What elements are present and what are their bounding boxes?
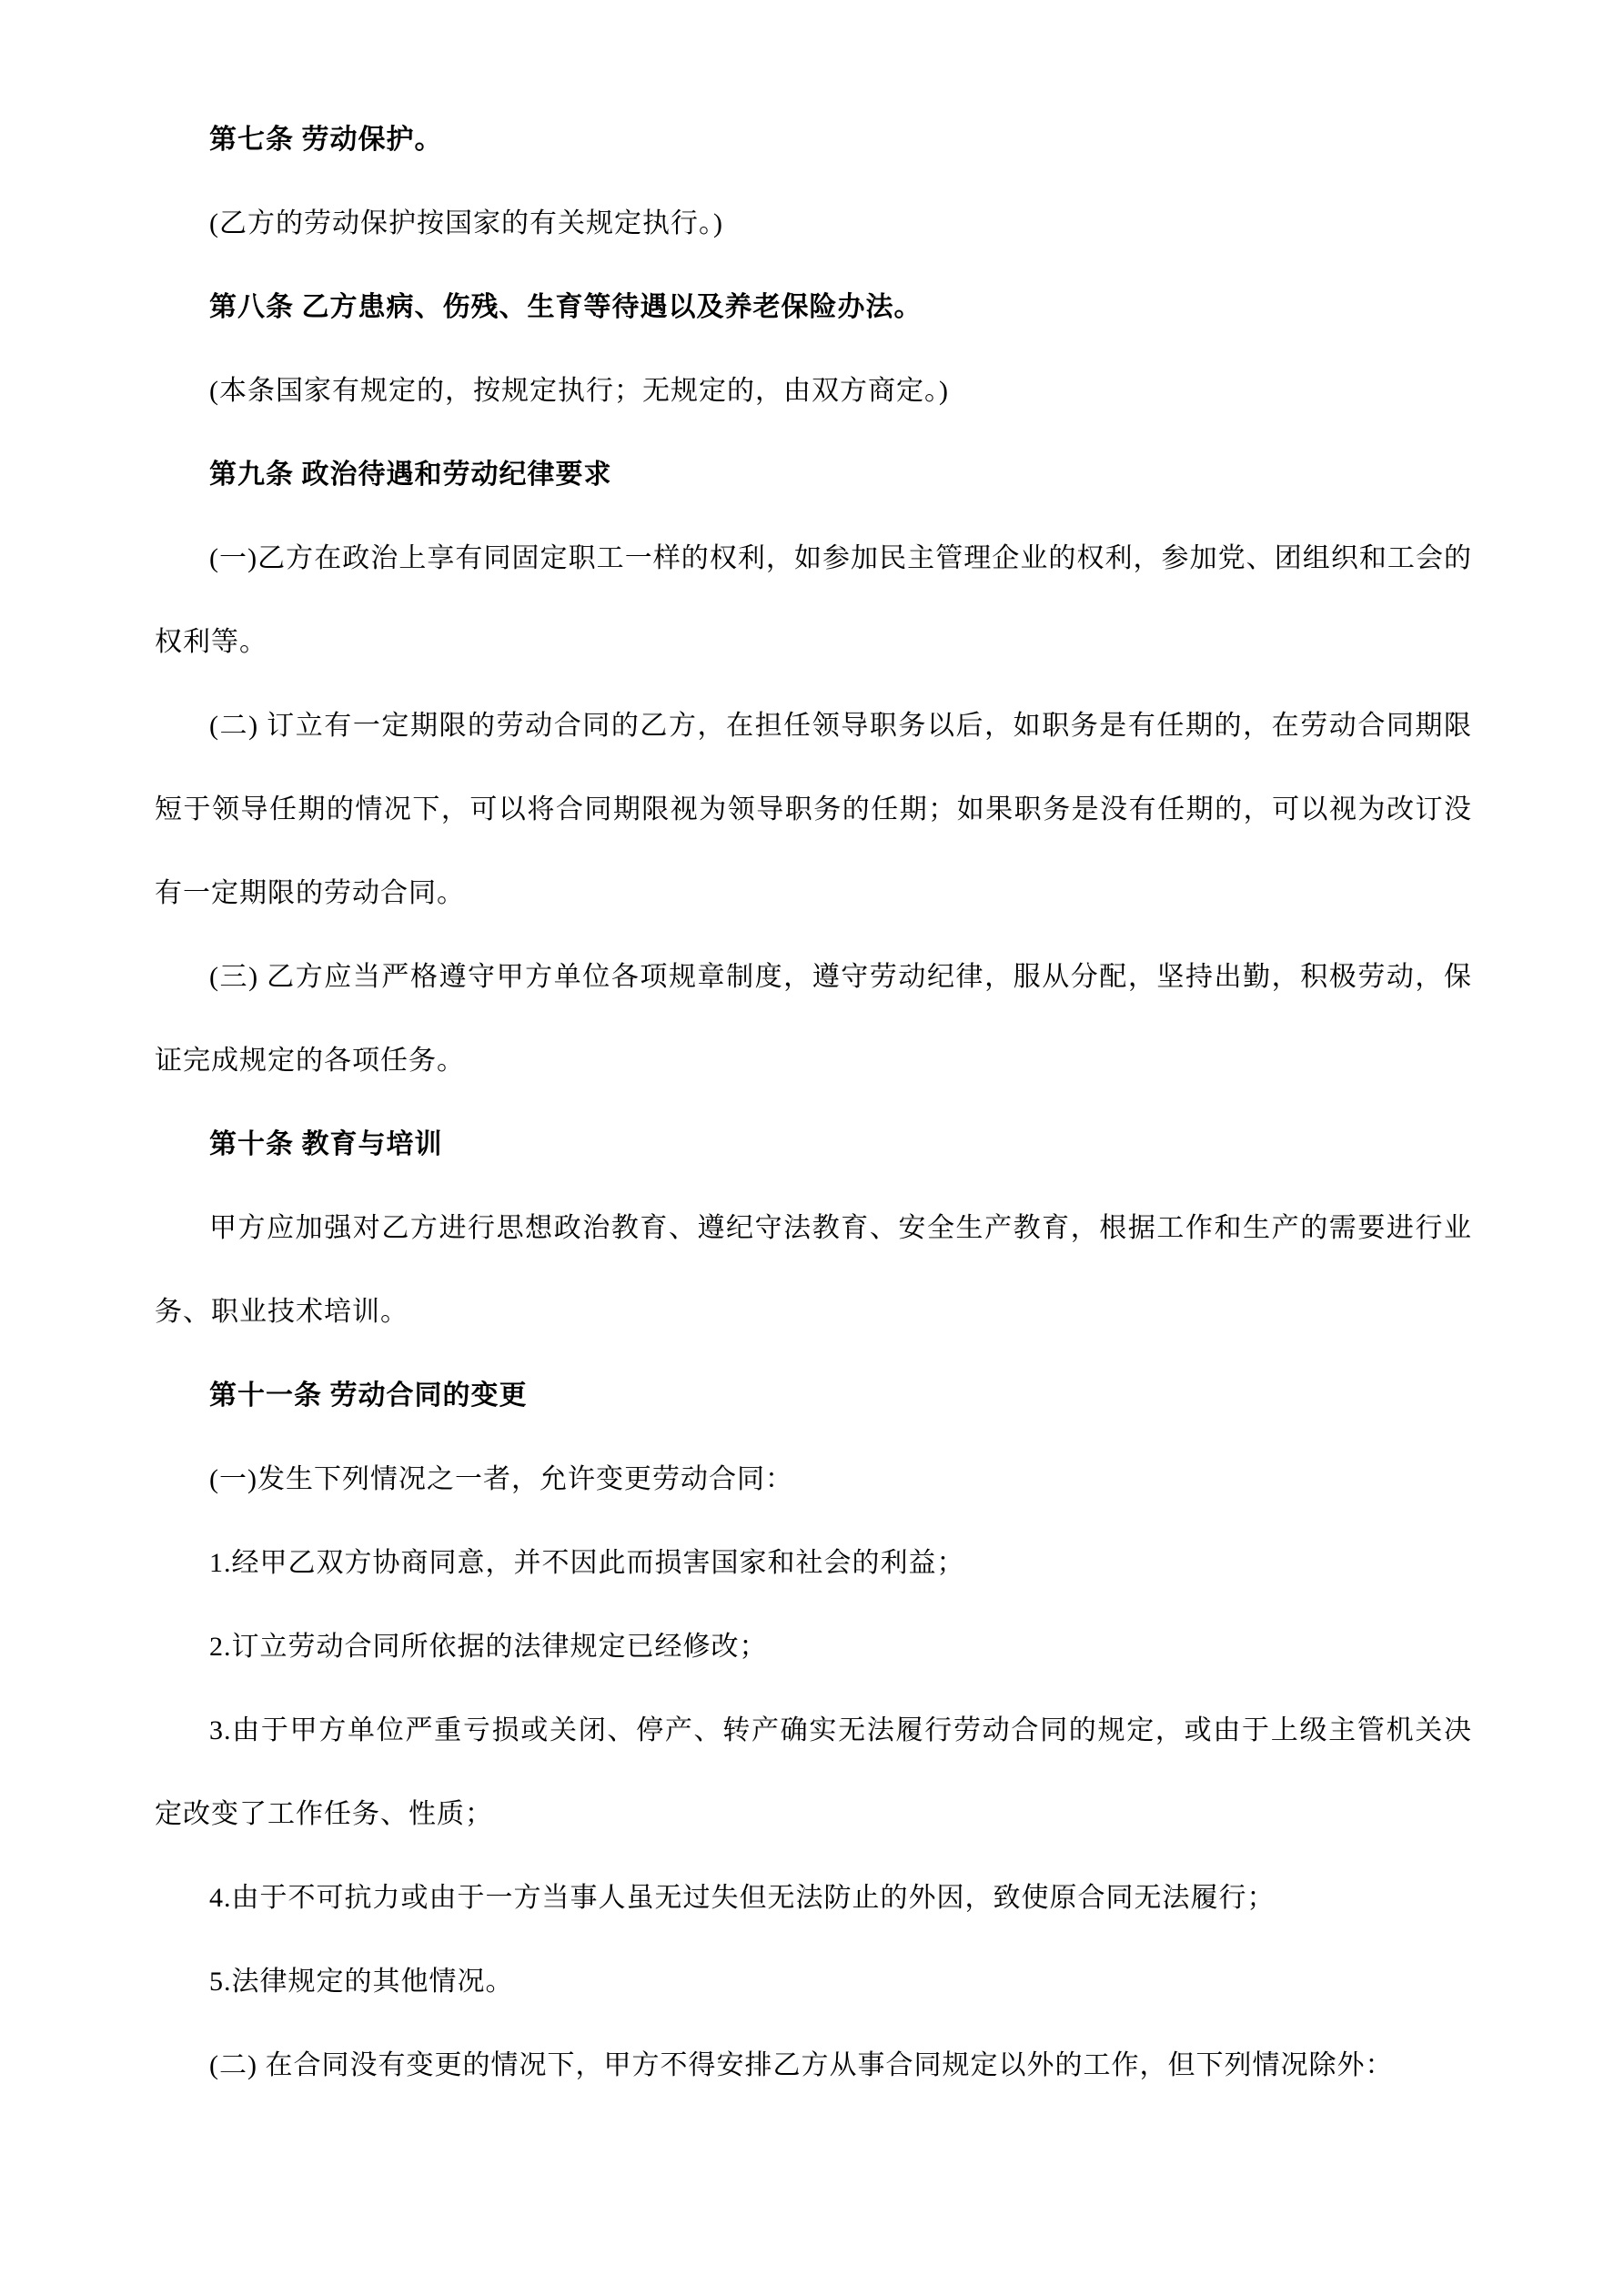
article-11-item-1: (一)发生下列情况之一者，允许变更劳动合同： <box>209 1464 793 1494</box>
article-10-body: 甲方应加强对乙方进行思想政治教育、遵纪守法教育、安全生产教育，根据工作和生产的需要进行业务、职业技术培训。 <box>155 1213 1472 1327</box>
article-10-heading: 第十条 教育与培训 <box>209 1129 443 1159</box>
article-11-item-1-sub-5: 5.法律规定的其他情况。 <box>209 1967 514 1997</box>
document-content <box>155 98 1472 2108</box>
article-9-heading: 第九条 政治待遇和劳动纪律要求 <box>209 460 612 490</box>
article-7-body: (乙方的劳动保护按国家的有关规定执行。) <box>209 208 723 238</box>
article-11-item-2: (二) 在合同没有变更的情况下，甲方不得安排乙方从事合同规定以外的工作，但下列情况除外： <box>209 2050 1394 2080</box>
article-11-heading: 第十一条 劳动合同的变更 <box>209 1381 528 1411</box>
article-9-item-3: (三) 乙方应当严格遵守甲方单位各项规章制度，遵守劳动纪律，服从分配，坚持出勤，积极劳动，保证完成规定的各项任务。 <box>155 962 1472 1076</box>
article-11-item-1-sub-1: 1.经甲乙双方协商同意，并不因此而损害国家和社会的利益； <box>209 1548 965 1578</box>
article-11-item-1-sub-3: 3.由于甲方单位严重亏损或关闭、停产、转产确实无法履行劳动合同的规定，或由于上级主管机关决定改变了工作任务、性质； <box>155 1715 1472 1829</box>
article-9-item-2: (二) 订立有一定期限的劳动合同的乙方，在担任领导职务以后，如职务是有任期的，在劳动合同期限短于领导任期的情况下，可以将合同期限视为领导职务的任期；如果职务是没有任期的，可以视为改订没有一定期限的劳动合同。 <box>155 711 1472 908</box>
article-11-item-1-sub-2: 2.订立劳动合同所依据的法律规定已经修改； <box>209 1632 768 1662</box>
article-7-heading: 第七条 劳动保护。 <box>209 125 443 155</box>
article-8-heading: 第八条 乙方患病、伤残、生育等待遇以及养老保险办法。 <box>209 292 923 322</box>
article-8-body: (本条国家有规定的，按规定执行；无规定的，由双方商定。) <box>209 376 949 406</box>
article-9-item-1: (一)乙方在政治上享有同固定职工一样的权利，如参加民主管理企业的权利，参加党、团组织和工会的权利等。 <box>155 543 1472 657</box>
article-11-item-1-sub-4: 4.由于不可抗力或由于一方当事人虽无过失但无法防止的外因，致使原合同无法履行； <box>209 1883 1276 1913</box>
